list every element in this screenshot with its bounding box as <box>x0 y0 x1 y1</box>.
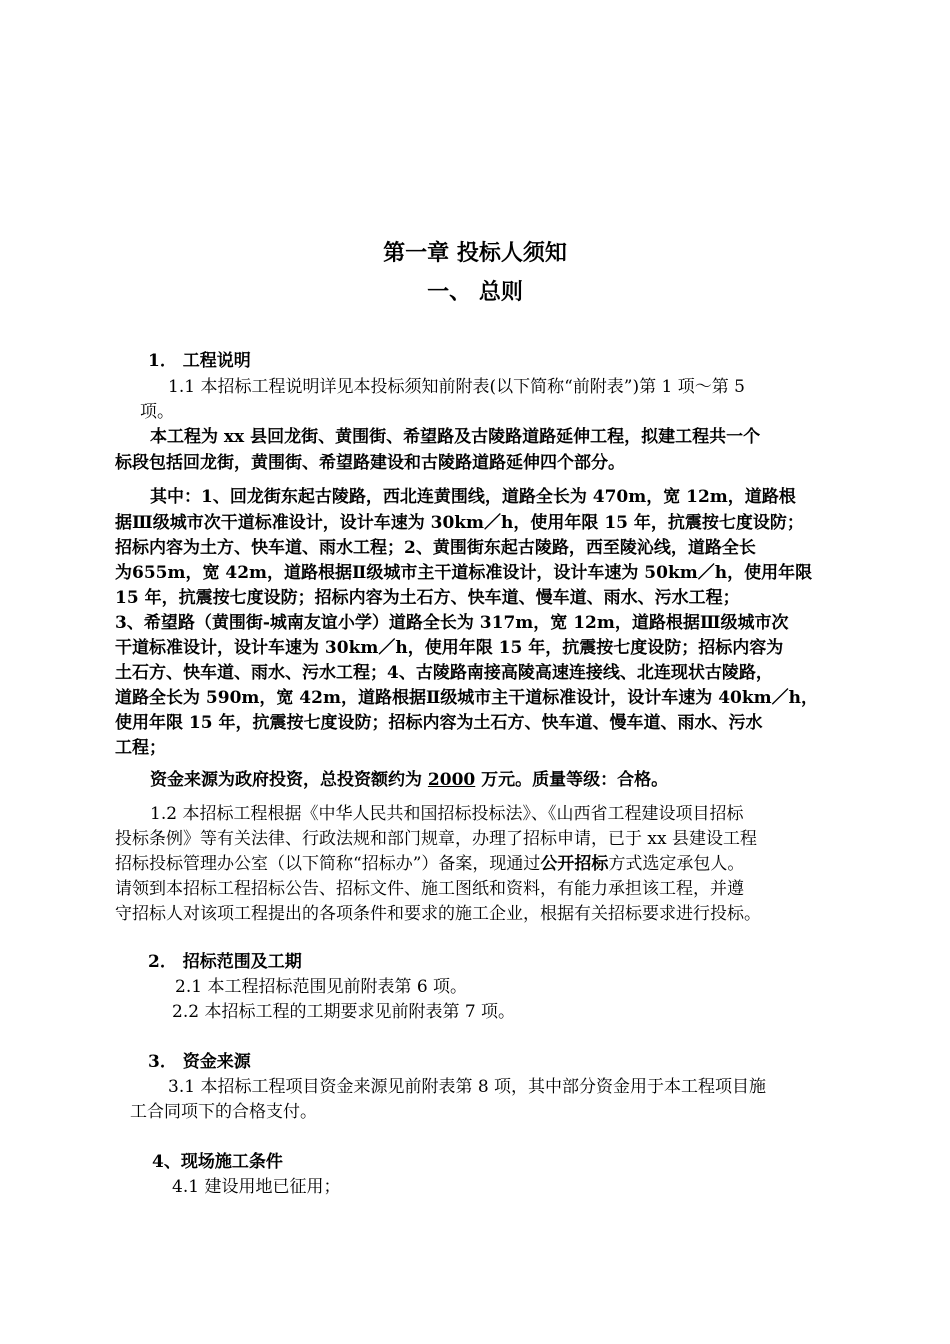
paragraph-1-2-line: 投标条例》等有关法律、行政法规和部门规章，办理了招标申请，已于 xx 县建设工程 <box>115 829 757 849</box>
paragraph-2-2: 2.2 本招标工程的工期要求见前附表第 7 项。 <box>172 1002 516 1022</box>
detail-line: 工程； <box>115 738 166 758</box>
paragraph-2-1: 2.1 本工程招标范围见前附表第 6 项。 <box>175 977 468 997</box>
section-title: 一、 总则 <box>427 279 523 305</box>
chapter-title: 第一章 投标人须知 <box>383 240 567 266</box>
overview-line: 本工程为 xx 县回龙街、黄围街、希望路及古陵路道路延伸工程，拟建工程共一个 <box>150 427 761 447</box>
funding-suffix: 万元。质量等级：合格。 <box>475 770 669 790</box>
paragraph-3-1-line: 工合同项下的合格支付。 <box>130 1102 317 1122</box>
open-tender-term: 公开招标 <box>540 854 609 874</box>
detail-line: 为655m，宽 42m，道路根据Ⅱ级城市主干道标准设计，设计车速为 50km／h，使用年限 <box>115 563 813 583</box>
section-1-heading: 1． 工程说明 <box>148 351 251 371</box>
detail-line: 其中：1、回龙街东起古陵路，西北连黄围线，道路全长为 470m，宽 12m，道路根 <box>150 487 796 507</box>
paragraph-4-1: 4.1 建设用地已征用； <box>172 1177 341 1197</box>
paragraph-1-1-line: 项。 <box>140 402 174 422</box>
paragraph-1-2-text: 方式选定承包人。 <box>608 854 745 874</box>
section-4-heading: 4、现场施工条件 <box>152 1152 283 1172</box>
detail-line: 招标内容为土方、快车道、雨水工程；2、黄围街东起古陵路，西至陵沁线，道路全长 <box>115 538 756 558</box>
paragraph-3-1-line: 3.1 本招标工程项目资金来源见前附表第 8 项，其中部分资金用于本工程项目施 <box>168 1077 767 1097</box>
funding-prefix: 资金来源为政府投资，总投资额约为 <box>150 770 428 790</box>
section-3-heading: 3． 资金来源 <box>148 1052 251 1072</box>
paragraph-1-2-line: 守招标人对该项工程提出的各项条件和要求的施工企业，根据有关招标要求进行投标。 <box>115 904 761 924</box>
detail-line: 使用年限 15 年，抗震按七度设防；招标内容为土石方、快车道、慢车道、雨水、污水 <box>115 713 763 733</box>
overview-line: 标段包括回龙街，黄围街、希望路建设和古陵路道路延伸四个部分。 <box>115 453 625 473</box>
detail-line: 土石方、快车道、雨水、污水工程；4、古陵路南接高陵高速连接线、北连现状古陵路， <box>115 663 773 683</box>
detail-line: 据Ⅲ级城市次干道标准设计，设计车速为 30km／h，使用年限 15 年，抗震按七度设防； <box>115 513 804 533</box>
section-2-heading: 2． 招标范围及工期 <box>148 952 302 972</box>
detail-line: 15 年，抗震按七度设防；招标内容为土石方、快车道、慢车道、雨水、污水工程； <box>115 588 740 608</box>
detail-line: 道路全长为 590m，宽 42m，道路根据Ⅱ级城市主干道标准设计，设计车速为 40km／h， <box>115 688 818 708</box>
paragraph-1-1-line: 1.1 本招标工程说明详见本投标须知前附表(以下简称“前附表”)第 1 项～第 5 <box>168 377 745 397</box>
paragraph-1-2-line: 1.2 本招标工程根据《中华人民共和国招标投标法》、《山西省工程建设项目招标 <box>150 804 744 824</box>
detail-line: 干道标准设计，设计车速为 30km／h，使用年限 15 年，抗震按七度设防；招标内容为 <box>115 638 784 658</box>
funding-amount: 2000 <box>427 770 476 790</box>
paragraph-1-2-line <box>115 852 744 876</box>
paragraph-1-2-line: 请领到本招标工程招标公告、招标文件、施工图纸和资料，有能力承担该工程，并遵 <box>115 879 744 899</box>
funding-line <box>150 768 668 792</box>
detail-line: 3、希望路（黄围街-城南友谊小学）道路全长为 317m，宽 12m，道路根据Ⅲ级城市次 <box>115 613 789 633</box>
paragraph-1-2-text: 招标投标管理办公室（以下简称“招标办”）备案，现通过 <box>115 854 541 874</box>
